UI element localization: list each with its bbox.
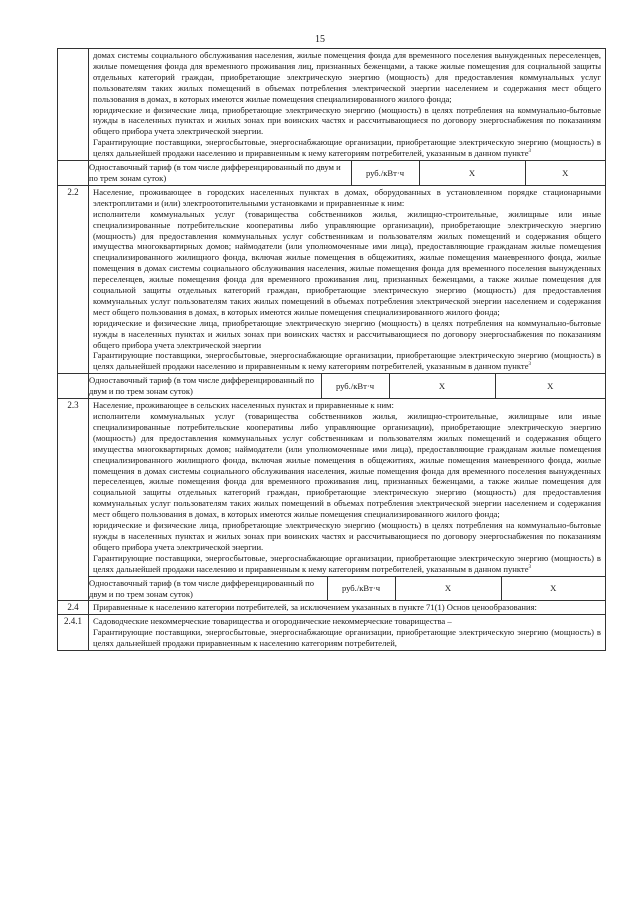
paragraph: Гарантирующие поставщики, энергосбытовые, энергоснабжающие организации, приобретающие электрическую энергию (мощность) в целях дальнейшей продажи населению и приравненным к нему категориям потребителей, указанным в данном пункте$^3$ xyxy=(93,137,601,159)
paragraph: Население, проживающее в сельских населенных пунктах и приравненные к ним: xyxy=(93,400,394,411)
row-description xyxy=(89,399,606,577)
table-row xyxy=(58,49,606,161)
table-row xyxy=(58,399,606,577)
tariff-row xyxy=(58,576,606,601)
row-description xyxy=(89,601,606,615)
paragraph: юридические и физические лица, приобретающие электрическую энергию (мощность) в целях потребления на коммунально-бытовые нужды в населенных пунктах и жилых зонах при воинских частях и рассчитывающиеся по договору энергоснабжения по показаниям общего прибора учета электрической энергии. xyxy=(93,520,601,552)
row-number: 2.4.1 xyxy=(58,615,89,651)
footnote-marker: 3 xyxy=(528,564,532,570)
table-row xyxy=(58,185,606,373)
row-number: 2.3 xyxy=(58,399,89,601)
paragraph: Население, проживающее в городских населенных пунктах в домах, оборудованных в установленном порядке стационарными электроплитами и (или) электроотопительными установками и приравненные к ним: xyxy=(93,186,601,208)
row-number xyxy=(58,49,89,161)
tariff-value: Х xyxy=(389,374,495,398)
table-row xyxy=(58,615,606,651)
row-description xyxy=(89,49,606,161)
row-number: 2.4 xyxy=(58,601,89,615)
paragraph: Гарантирующие поставщики, энергосбытовые, энергоснабжающие организации, приобретающие электрическую энергию (мощность) в целях дальнейшей продажи приравненным к населению категориям потребителей, xyxy=(93,627,601,649)
paragraph: Приравненные к населению категории потребителей, за исключением указанных в пункте 71(1) Основ ценообразования: xyxy=(93,602,537,613)
tariff-table xyxy=(57,48,606,651)
paragraph: юридические и физические лица, приобретающие электрическую энергию (мощность) в целях потребления на коммунально-бытовые нужды в населенных пунктах и жилых зонах при воинских частях и рассчитывающиеся по договору энергоснабжения по показаниям общего прибора учета электрической энергии xyxy=(93,317,601,350)
paragraph: исполнители коммунальных услуг (товарищества собственников жилья, жилищно-строительные, жилищные или иные специализированные потребительские кооперативы либо управляющие организации), приобретающие электрическую энергию (мощность) для предоставления коммунальных услуг собственникам и пользователям жилых помещений и содержания общего имущества многоквартирных домов; наймодатели (или уполномоченные ими лица), предоставляющие гражданам жилые помещения специализированного жилищного фонда, включая жилые помещения в общежитиях, жилые помещения маневренного фонда, жилые помещения в домах системы социального обслуживания населения, жилые помещения фонда для временного поселения вынужденных переселенцев, жилые помещения фонда для временного проживания лиц, признанных беженцами, а также жилые помещения для социальной защиты отдельных категорий граждан, приобретающие электрическую энергию (мощность) для предоставления коммунальных услуг пользователям таких жилых помещений в объемах потребления электрической энергии населением и содержания мест общего пользования в домах, в которых имеются жилые помещения специализированного жилого фонда; xyxy=(93,411,601,520)
paragraph: Гарантирующие поставщики, энергосбытовые, энергоснабжающие организации, приобретающие электрическую энергию (мощность) в целях дальнейшей продажи населению и приравненным к нему категориям потребителей, указанным в данном пункте$^3$ xyxy=(93,350,601,372)
paragraph: юридические и физические лица, приобретающие электрическую энергию (мощность) в целях потребления на коммунально-бытовые нужды в населенных пунктах и жилых зонах при воинских частях и рассчитывающиеся по договору энергоснабжения по показаниям общего прибора учета электрической энергии. xyxy=(93,104,601,137)
tariff-unit: руб./кВт·ч xyxy=(321,374,389,398)
tariff-unit: руб./кВт·ч xyxy=(351,161,419,185)
page-number: 15 xyxy=(315,34,325,45)
tariff-value: Х xyxy=(495,374,605,398)
tariff-label: Одноставочный тариф (в том числе дифференцированный по двум и по трем зонам суток) xyxy=(89,577,315,599)
paragraph: исполнители коммунальных услуг (товарищества собственников жилья, жилищно-строительные, жилищные или иные специализированные потребительские кооперативы либо управляющие организации), приобретающие электрическую энергию (мощность) для предоставления коммунальных услуг собственникам и пользователям жилых помещений и содержания общего имущества многоквартирных домов; наймодатели (или уполномоченные ими лица), предоставляющие гражданам жилые помещения специализированного жилищного фонда, включая жилые помещения в общежитиях, жилые помещения маневренного фонда, жилые помещения в домах системы социального обслуживания населения, жилые помещения фонда для временного поселения вынужденных переселенцев, жилые помещения фонда для временного проживания лиц, признанных беженцами, а также жилые помещения для социальной защиты отдельных категорий граждан, приобретающие электрическую энергию (мощность) для предоставления коммунальных услуг пользователям таких жилых помещений в объемах потребления электрической энергии населением и содержания мест общего пользования в домах, в которых имеются жилые помещения специализированного жилого фонда; xyxy=(93,208,601,317)
tariff-row xyxy=(58,161,606,186)
row-description xyxy=(89,615,606,651)
paragraph: домах системы социального обслуживания населения, жилые помещения фонда для временного поселения вынужденных переселенцев, жилые помещения фонда для временного проживания лиц, признанных беженцами, а также жилые помещения для социальной защиты отдельных категорий граждан, приобретающие электрическую энергию (мощность) для предоставления коммунальных услуг пользователям таких жилых помещений в объемах потребления электрической энергии населением и содержания мест общего пользования в домах, в которых имеются жилые помещения специализированного жилого фонда; xyxy=(93,50,601,104)
footnote-marker: 3 xyxy=(528,149,532,155)
tariff-value: Х xyxy=(501,577,605,601)
tariff-value: Х xyxy=(525,161,605,185)
tariff-unit: руб./кВт·ч xyxy=(327,577,395,601)
tariff-value: Х xyxy=(419,161,525,185)
row-description xyxy=(89,185,606,373)
tariff-label: Одноставочный тариф (в том числе дифференцированный по двум и по трем зонам суток) xyxy=(89,375,315,397)
paragraph: Гарантирующие поставщики, энергосбытовые, энергоснабжающие организации, приобретающие электрическую энергию (мощность) в целях дальнейшей продажи населению и приравненным к нему категориям потребителей, указанным в данном пункте$^3$ xyxy=(93,552,601,574)
row-number: 2.2 xyxy=(58,185,89,373)
footnote-marker: 3 xyxy=(528,362,532,368)
paragraph: Садоводческие некоммерческие товарищества и огороднические некоммерческие товарищества – xyxy=(93,616,452,627)
tariff-row xyxy=(58,374,606,399)
tariff-value: Х xyxy=(395,577,501,601)
tariff-label: Одноставочный тариф (в том числе дифференцированный по двум и по трем зонам суток) xyxy=(89,162,341,183)
table-row xyxy=(58,601,606,615)
